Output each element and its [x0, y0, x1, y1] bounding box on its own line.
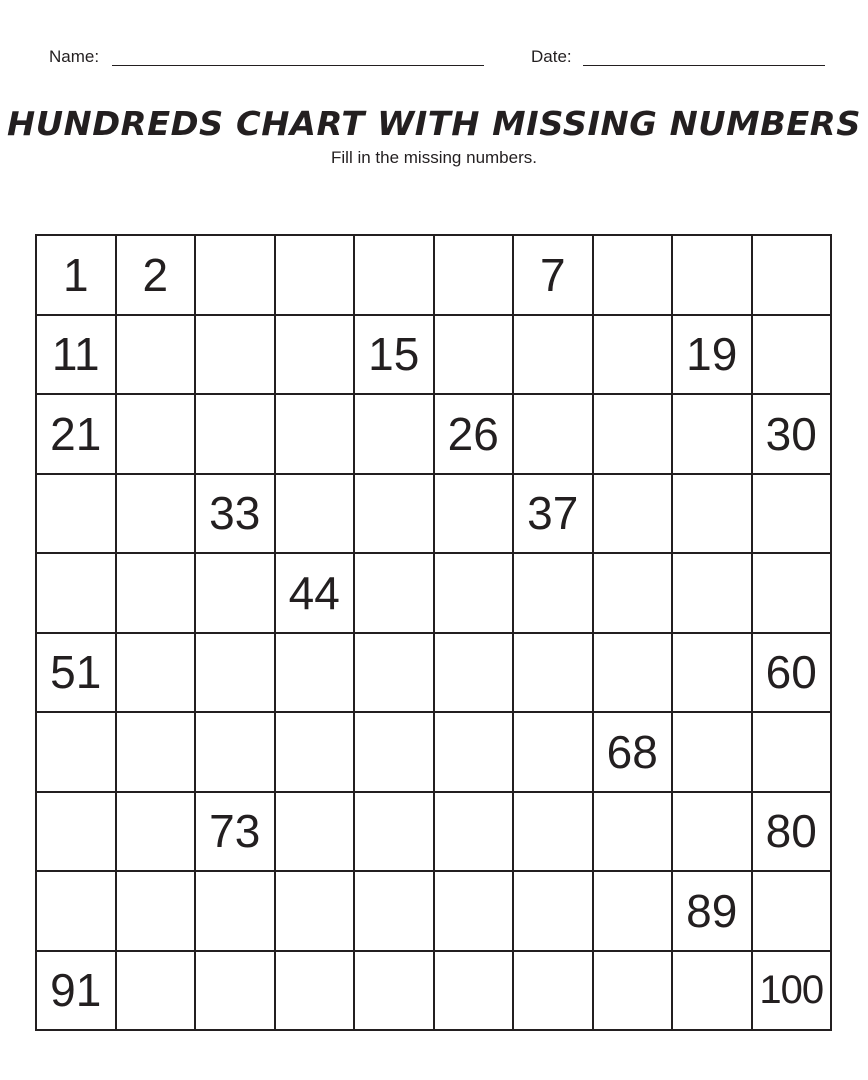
date-field [531, 44, 572, 70]
blank-cell[interactable] [37, 713, 117, 793]
blank-cell[interactable] [355, 554, 435, 634]
blank-cell[interactable] [37, 475, 117, 555]
blank-cell[interactable] [276, 713, 356, 793]
number-cell: 73 [196, 793, 276, 873]
blank-cell[interactable] [594, 634, 674, 714]
blank-cell[interactable] [594, 793, 674, 873]
blank-cell[interactable] [435, 872, 515, 952]
blank-cell[interactable] [753, 316, 833, 396]
blank-cell[interactable] [196, 316, 276, 396]
blank-cell[interactable] [594, 395, 674, 475]
blank-cell[interactable] [117, 634, 197, 714]
blank-cell[interactable] [594, 236, 674, 316]
blank-cell[interactable] [753, 872, 833, 952]
blank-cell[interactable] [276, 475, 356, 555]
number-cell: 44 [276, 554, 356, 634]
number-cell: 60 [753, 634, 833, 714]
date-line[interactable] [583, 65, 825, 66]
number-cell: 80 [753, 793, 833, 873]
number-cell: 100 [753, 952, 833, 1032]
blank-cell[interactable] [673, 395, 753, 475]
blank-cell[interactable] [117, 554, 197, 634]
blank-cell[interactable] [435, 713, 515, 793]
number-cell: 11 [37, 316, 117, 396]
blank-cell[interactable] [514, 952, 594, 1032]
blank-cell[interactable] [673, 952, 753, 1032]
number-cell: 37 [514, 475, 594, 555]
number-cell: 89 [673, 872, 753, 952]
blank-cell[interactable] [435, 634, 515, 714]
blank-cell[interactable] [594, 952, 674, 1032]
number-cell: 1 [37, 236, 117, 316]
blank-cell[interactable] [117, 952, 197, 1032]
blank-cell[interactable] [594, 316, 674, 396]
instructions: Fill in the missing numbers. [331, 148, 537, 167]
blank-cell[interactable] [355, 395, 435, 475]
blank-cell[interactable] [117, 872, 197, 952]
name-field [49, 44, 99, 70]
blank-cell[interactable] [514, 554, 594, 634]
blank-cell[interactable] [355, 872, 435, 952]
number-cell: 19 [673, 316, 753, 396]
blank-cell[interactable] [117, 475, 197, 555]
blank-cell[interactable] [753, 713, 833, 793]
name-label: Name: [49, 47, 100, 66]
name-line[interactable] [112, 65, 484, 66]
blank-cell[interactable] [435, 236, 515, 316]
blank-cell[interactable] [435, 475, 515, 555]
blank-cell[interactable] [37, 872, 117, 952]
blank-cell[interactable] [37, 554, 117, 634]
blank-cell[interactable] [196, 554, 276, 634]
blank-cell[interactable] [514, 395, 594, 475]
blank-cell[interactable] [196, 634, 276, 714]
blank-cell[interactable] [594, 872, 674, 952]
blank-cell[interactable] [673, 236, 753, 316]
blank-cell[interactable] [435, 316, 515, 396]
blank-cell[interactable] [673, 793, 753, 873]
blank-cell[interactable] [514, 634, 594, 714]
blank-cell[interactable] [355, 475, 435, 555]
number-cell: 30 [753, 395, 833, 475]
blank-cell[interactable] [673, 713, 753, 793]
blank-cell[interactable] [117, 793, 197, 873]
blank-cell[interactable] [196, 872, 276, 952]
blank-cell[interactable] [355, 793, 435, 873]
number-cell: 68 [594, 713, 674, 793]
number-cell: 33 [196, 475, 276, 555]
blank-cell[interactable] [117, 395, 197, 475]
hundreds-chart-grid [35, 234, 832, 1031]
number-cell: 15 [355, 316, 435, 396]
page-title: HUNDREDS CHART WITH MISSING NUMBERS [7, 104, 861, 143]
blank-cell[interactable] [355, 236, 435, 316]
number-cell: 91 [37, 952, 117, 1032]
blank-cell[interactable] [117, 316, 197, 396]
blank-cell[interactable] [355, 952, 435, 1032]
blank-cell[interactable] [196, 395, 276, 475]
blank-cell[interactable] [514, 316, 594, 396]
blank-cell[interactable] [435, 793, 515, 873]
blank-cell[interactable] [355, 713, 435, 793]
blank-cell[interactable] [117, 713, 197, 793]
number-cell: 26 [435, 395, 515, 475]
number-cell: 51 [37, 634, 117, 714]
number-cell: 2 [117, 236, 197, 316]
blank-cell[interactable] [514, 872, 594, 952]
header-fields [0, 44, 868, 70]
blank-cell[interactable] [673, 475, 753, 555]
blank-cell[interactable] [753, 236, 833, 316]
blank-cell[interactable] [753, 554, 833, 634]
blank-cell[interactable] [276, 872, 356, 952]
blank-cell[interactable] [276, 793, 356, 873]
blank-cell[interactable] [276, 316, 356, 396]
number-cell: 21 [37, 395, 117, 475]
blank-cell[interactable] [673, 634, 753, 714]
blank-cell[interactable] [514, 713, 594, 793]
blank-cell[interactable] [594, 475, 674, 555]
blank-cell[interactable] [594, 554, 674, 634]
blank-cell[interactable] [276, 634, 356, 714]
number-cell: 7 [514, 236, 594, 316]
blank-cell[interactable] [276, 952, 356, 1032]
blank-cell[interactable] [196, 236, 276, 316]
blank-cell[interactable] [37, 793, 117, 873]
blank-cell[interactable] [673, 554, 753, 634]
blank-cell[interactable] [276, 395, 356, 475]
blank-cell[interactable] [355, 634, 435, 714]
blank-cell[interactable] [514, 793, 594, 873]
date-label: Date: [531, 47, 572, 66]
blank-cell[interactable] [196, 952, 276, 1032]
blank-cell[interactable] [435, 952, 515, 1032]
blank-cell[interactable] [753, 475, 833, 555]
blank-cell[interactable] [435, 554, 515, 634]
blank-cell[interactable] [276, 236, 356, 316]
blank-cell[interactable] [196, 713, 276, 793]
